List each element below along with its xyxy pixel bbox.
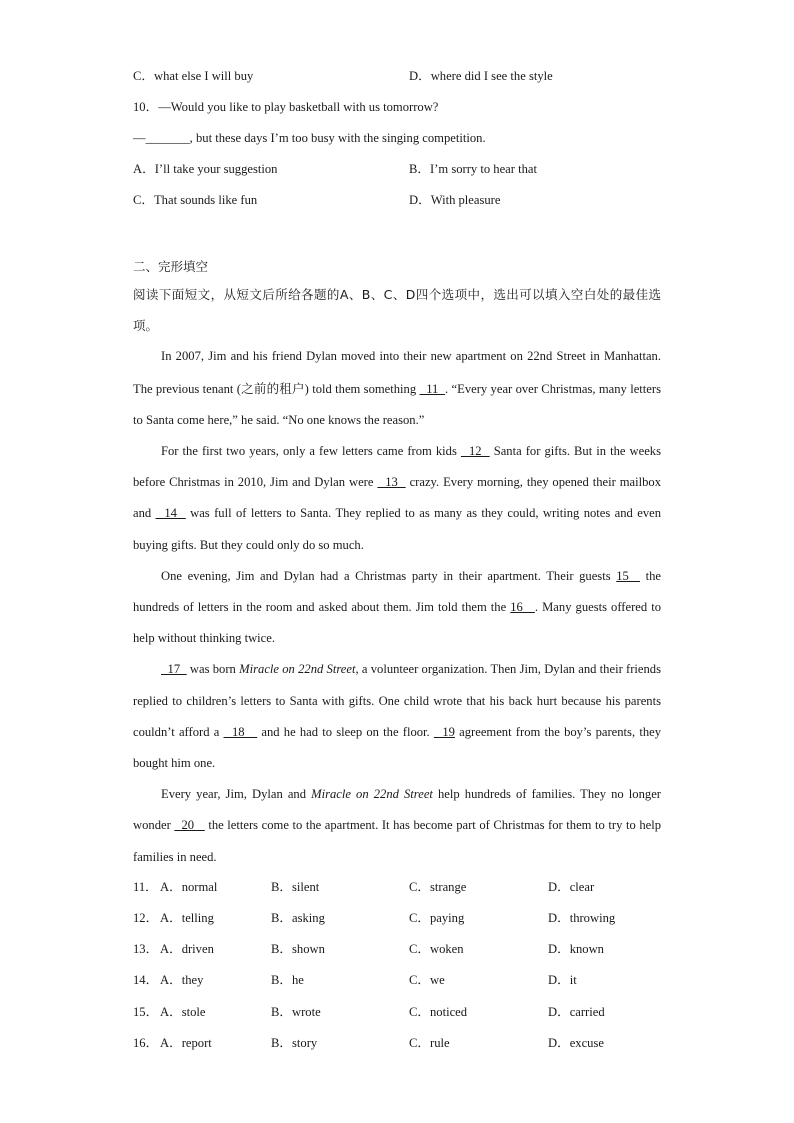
option-d: D．carried: [548, 1005, 605, 1019]
blank-20: 20: [174, 818, 205, 833]
option-b: B．story: [271, 1036, 318, 1050]
option-d: D．it: [548, 973, 577, 987]
passage-paragraph-5: Every year, Jim, Dylan and Miracle on 22nd Street help hundreds of families. They no longer wonder 20 the letters come to the apartment. It has become part of Christmas for them to try to help families in need.: [133, 787, 662, 864]
q9-option-d: D．where did I see the style: [409, 69, 553, 83]
option-c: C．strange: [409, 880, 467, 894]
option-b: B．asking: [271, 911, 325, 925]
option-c: C．we: [409, 973, 445, 987]
option-d: D．excuse: [548, 1036, 604, 1050]
option-b: B．shown: [271, 942, 325, 956]
option-a: A．normal: [160, 880, 218, 894]
option-d: D．known: [548, 942, 604, 956]
section-instructions: 阅读下面短文，从短文后所给各题的A、B、C、D四个选项中，选出可以填入空白处的最佳选项。: [133, 287, 661, 334]
option-a: A．report: [160, 1036, 212, 1050]
blank-15: 15: [616, 568, 640, 583]
blank-17: 17: [161, 662, 187, 677]
passage-paragraph-1: In 2007, Jim and his friend Dylan moved into their new apartment on 22nd Street in Manhattan. The previous tenant (之前的租户) told them something 11 . “Every year over Christmas, many letters to Santa come here,” he said. “No one knows the reason.”: [133, 349, 661, 427]
option-d: D．throwing: [548, 911, 616, 925]
option-b: B．silent: [271, 880, 320, 894]
option-a: A．telling: [160, 911, 214, 925]
q9-option-c: C．what else I will buy: [133, 69, 254, 83]
q10-option-c: C．That sounds like fun: [133, 193, 258, 207]
blank-13: 13: [377, 475, 406, 490]
option-d: D．clear: [548, 880, 595, 894]
organization-name: Miracle on 22nd Street: [239, 662, 356, 677]
q10-option-b: B．I’m sorry to hear that: [409, 162, 538, 176]
blank-16: 16: [510, 600, 535, 615]
organization-name: Miracle on 22nd Street: [311, 787, 433, 802]
q10-option-d: D．With pleasure: [409, 193, 501, 207]
q10-option-a: A．I’ll take your suggestion: [133, 162, 278, 176]
worksheet-page: C．what else I will buy D．where did I see the style 10．—Would you like to play basketball with us tomorrow? —_______, but these days I’m too busy with the singing competition. A．I’ll take your suggestion B．I’m sorry to hear that C．That sounds like fun D．With pleasure 二、完形填空 阅读下面短文，从短文后所给各题的A、B、C、D四个选项中，选出可以填入空白处的最佳选项。 In 2007, Jim and his friend Dylan moved into their new apartment on 22nd Street in Manhattan. The previous tenant (之前的租户) told them something 11 . “Every year over Christmas, many letters to Santa come here,” he said. “No one knows the reason.” For the first two years, only a few letters came from kids 12 Santa for gifts. But in the weeks before Christmas in 2010, Jim and Dylan were 13 crazy. Every morning, they opened their mailbox and 14 was full of letters to Santa. They replied to as many as they could, writing notes and even buying gifts. But they could only do so much. One evening, Jim and Dylan had a Christmas party in their apartment. Their guests 15 the hundreds of letters in the room and asked about them. Jim told them the 16 . Many guests offered to help without thinking twice. 17 was born Miracle on 22nd Street, a volunteer organization. Then Jim, Dylan and their friends replied to children’s letters to Santa with gifts. One child wrote that his back hurt because his parents couldn’t afford a 18 and he had to sleep on the floor. 19 agreement from the boy’s parents, they bought him one. Every year, Jim, Dylan and Miracle on 22nd Street help hundreds of families. They no longer wonder 20 the letters come to the apartment. It has become part of Christmas for them to try to help families in need. 11． A．normal B．silent C．strange D．clear 12． A．telling B．asking C．paying D．throwing 13． A．driven B．shown C．woken D．known 14． A．they B．he C．we D．it 15． A．stole B．wrote C．noticed D．carried 16． A．report B．story C．rule D．excuse: [133, 69, 662, 1050]
option-a: A．stole: [160, 1005, 206, 1019]
passage-paragraph-4: 17 was born Miracle on 22nd Street, a volunteer organization. Then Jim, Dylan and their friends replied to children’s letters to Santa with gifts. One child wrote that his back hurt because his parents couldn’t afford a 18 and he had to sleep on the floor. 19 agreement from the boy’s parents, they bought him one.: [133, 662, 661, 771]
option-b: B．wrote: [271, 1005, 321, 1019]
blank-18: 18: [223, 724, 258, 739]
blank-19: 19: [433, 724, 455, 739]
option-b: B．he: [271, 973, 304, 987]
option-a: A．they: [160, 973, 204, 987]
blank-12: 12: [460, 444, 490, 459]
option-c: C．rule: [409, 1036, 450, 1050]
option-c: C．woken: [409, 942, 464, 956]
blank-14: 14: [155, 506, 186, 521]
option-c: C．paying: [409, 911, 465, 925]
q10-question: 10．—Would you like to play basketball with us tomorrow?: [133, 100, 439, 114]
section-title: 二、完形填空: [133, 259, 209, 274]
passage-paragraph-3: One evening, Jim and Dylan had a Christmas party in their apartment. Their guests 15 the hundreds of letters in the room and asked about them. Jim told them the 16 . Many guests offered to help without thinking twice.: [133, 568, 662, 646]
passage-paragraph-2: For the first two years, only a few letters came from kids 12 Santa for gifts. But in the weeks before Christmas in 2010, Jim and Dylan were 13 crazy. Every morning, they opened their mailbox and 14 was full of letters to Santa. They replied to as many as they could, writing notes and even buying gifts. But they could only do so much.: [133, 444, 662, 552]
q10-response: —_______, but these days I’m too busy with the singing competition.: [133, 131, 486, 145]
option-a: A．driven: [160, 942, 214, 956]
blank-11: 11: [419, 381, 446, 396]
option-c: C．noticed: [409, 1005, 468, 1019]
